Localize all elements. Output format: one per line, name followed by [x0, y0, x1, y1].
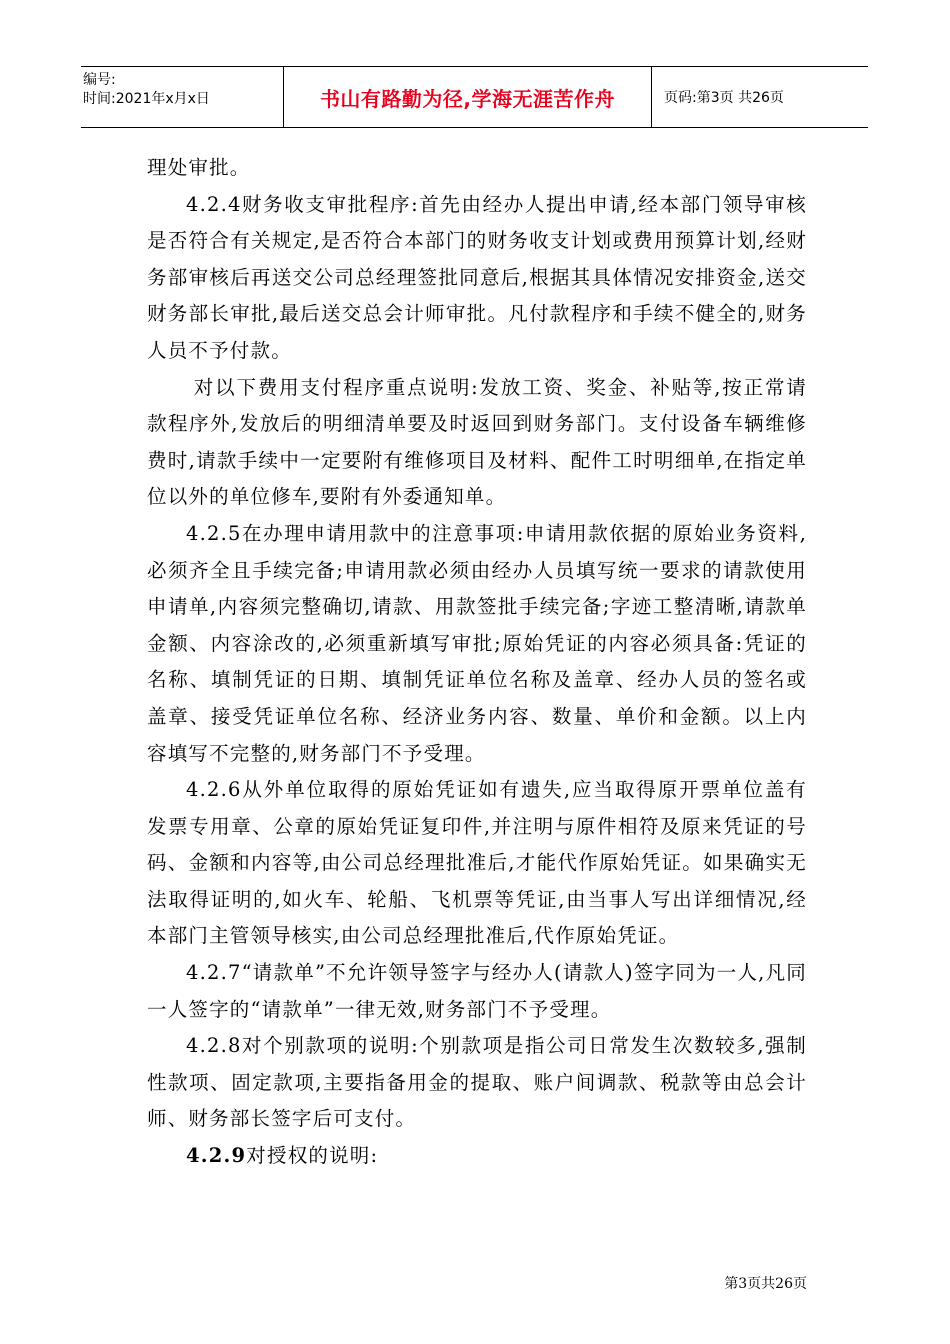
header-motto: 书山有路勤为径,学海无涯苦作舟 [284, 67, 652, 127]
paragraph-4-2-6: 4.2.6从外单位取得的原始凭证如有遗失,应当取得原开票单位盖有发票专用章、公章的原始凭证复印件,并注明与原件相符及原来凭证的号码、金额和内容等,由公司总经理批准后,才能代作原始凭证。如果确实无法取得证明的,如火车、轮船、飞机票等凭证,由当事人写出详细情况,经本部门主管领导核实,由公司总经理批准后,代作原始凭证。 [147, 778, 807, 948]
paragraph-continuation: 理处审批。 [147, 156, 251, 179]
section-text: 对授权的说明: [246, 1144, 379, 1168]
paragraph-4-2-4: 4.2.4财务收支审批程序:首先由经办人提出申请,经本部门领导审核是否符合有关规定,是否符合本部门的财务收支计划或费用预算计划,经财务部审核后再送交公司总经理签批同意后,根据其具体情况安排资金,送交财务部长审批,最后送交总会计师审批。凡付款程序和手续不健全的,财务人员不予付款。 [147, 192, 807, 362]
paragraph-fee-payment-notes: 对以下费用支付程序重点说明:发放工资、奖金、补贴等,按正常请款程序外,发放后的明细清单要及时返回到财务部门。支付设备车辆维修费时,请款手续中一定要附有维修项目及材料、配件工时明细单,在指定单位以外的单位修车,要附有外委通知单。 [147, 375, 807, 509]
page-header [81, 66, 868, 128]
paragraph-4-2-5: 4.2.5在办理申请用款中的注意事项:申请用款依据的原始业务资料,必须齐全且手续完备;申请用款必须由经办人员填写统一要求的请款使用申请单,内容须完整确切,请款、用款签批手续完备;字迹工整清晰,请款单金额、内容涂改的,必须重新填写审批;原始凭证的内容必须具备:凭证的名称、填制凭证的日期、填制凭证单位名称及盖章、经办人员的签名或盖章、接受凭证单位名称、经济业务内容、数量、单价和金额。以上内容填写不完整的,财务部门不予受理。 [147, 521, 807, 765]
header-page-info: 页码:第3页 共26页 [664, 90, 784, 106]
document-body [147, 150, 807, 1175]
section-number: 4.2.9 [186, 1144, 247, 1168]
time-label: 时间:2021年x月x日 [83, 91, 210, 107]
paragraph-4-2-7: 4.2.7“请款单”不允许领导签字与经办人(请款人)签字同为一人,凡同一人签字的“请款单”一律无效,财务部门不予受理。 [147, 961, 807, 1021]
header-meta [81, 67, 284, 127]
paragraph-4-2-8: 4.2.8对个别款项的说明:个别款项是指公司日常发生次数较多,强制性款项、固定款项,主要指备用金的提取、账户间调款、税款等由总会计师、财务部长签字后可支付。 [147, 1034, 807, 1131]
page-footer: 第3页共26页 [724, 1276, 807, 1292]
number-label: 编号: [83, 72, 116, 88]
paragraph-4-2-9 [147, 1138, 807, 1175]
